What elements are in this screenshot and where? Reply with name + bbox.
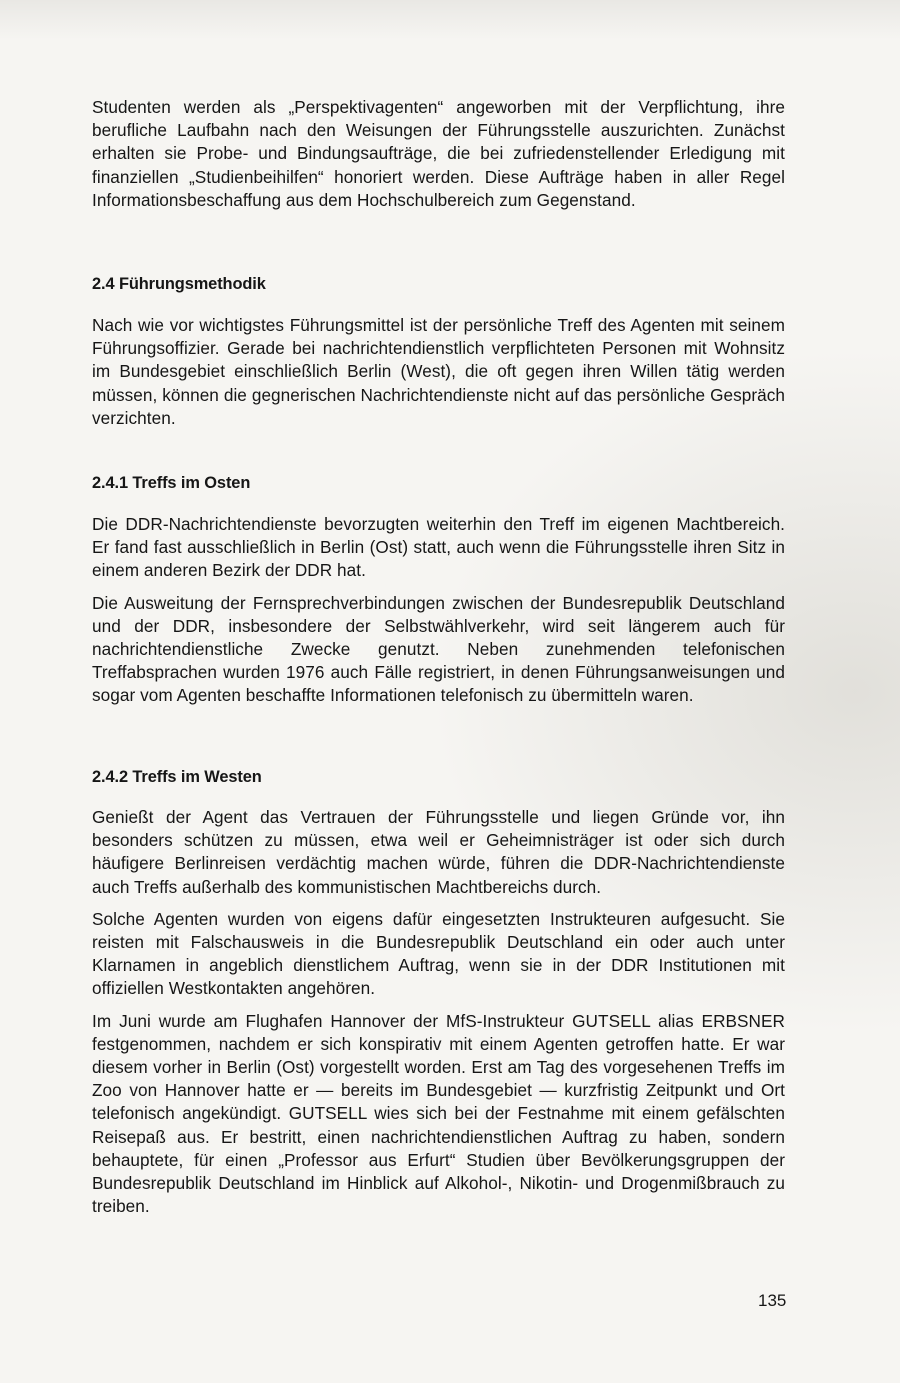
intro-paragraph: Studenten werden als „Perspektivagenten“ angeworben mit der Verpflichtung, ihre berufliche Laufbahn nach den Weisungen der Führungsstelle auszurichten. Zunächst erhalten sie Probe- und Bindungsaufträge, die bei zufriedenstellender Erledigung mit finanziellen „Studienbeihilfen“ honoriert werden. Diese Aufträge haben in aller Regel Informationsbeschaffung aus dem Hochschulbereich zum Gegenstand.	[92, 97, 785, 210]
section-2-4-2-paragraph-3: Im Juni wurde am Flughafen Hannover der MfS-Instrukteur GUTSELL alias ERBSNER festgenommen, nachdem er sich konspirativ mit einem Agenten getroffen hatte. Er war diesem vorher in Berlin (Ost) vorgestellt worden. Erst am Tag des vorgesehenen Treffs im Zoo von Hannover hatte er — bereits im Bundesgebiet — kurzfristig Zeitpunkt und Ort telefonisch angekündigt. GUTSELL wies sich bei der Festnahme mit einem gefälschten Reisepaß aus. Er bestritt, einen nachrichtendienstlichen Auftrag zu haben, sondern behauptete, für einen „Professor aus Erfurt“ Studien über Bevölkerungsgruppen der Bundesrepublik Deutschland im Hinblick auf Alkohol-, Nikotin- und Drogenmißbrauch zu treiben.	[92, 1010, 785, 1217]
section-2-4-text	[92, 314, 785, 430]
section-heading-2-4-2: 2.4.2 Treffs im Westen	[92, 768, 262, 786]
section-2-4-1-text	[92, 513, 785, 708]
intro-text	[92, 96, 785, 212]
section-2-4-2-text	[92, 806, 785, 1218]
section-2-4-1-paragraph-1: Die DDR-Nachrichtendienste bevorzugten weiterhin den Treff im eigenen Machtbereich. Er fand fast ausschließlich in Berlin (Ost) statt, auch wenn die Führungsstelle ihren Sitz in einem anderen Bezirk der DDR hat.	[92, 514, 785, 581]
section-2-4-2-paragraph-1: Genießt der Agent das Vertrauen der Führungsstelle und liegen Gründe vor, ihn besonders schützen zu müssen, etwa weil er Geheimnisträger ist oder sich durch häufigere Berlinreisen verdächtig machen würde, führen die DDR-Nachrichtendienste auch Treffs außerhalb des kommunistischen Machtbereichs durch.	[92, 807, 785, 897]
section-2-4-1-paragraph-2: Die Ausweitung der Fernsprechverbindungen zwischen der Bundesrepublik Deutschland und der DDR, insbesondere der Selbstwählverkehr, wird seit längerem auch für nachrichtendienstliche Zwecke genutzt. Neben zunehmenden telefonischen Treffabsprachen wurden 1976 auch Fälle registriert, in denen Führungsanweisungen und sogar vom Agenten beschaffte Informationen telefonisch zu übermitteln waren.	[92, 592, 785, 706]
section-2-4-paragraph: Nach wie vor wichtigstes Führungsmittel ist der persönliche Treff des Agenten mit seinem Führungsoffizier. Gerade bei nachrichtendienstlich verpflichteten Personen mit Wohnsitz im Bundesgebiet einschließlich Berlin (West), die oft gegen ihren Willen tätig werden müssen, können die gegnerischen Nachrichtendienste nicht auf das persönliche Gespräch verzichten.	[92, 315, 785, 428]
section-2-4-2-paragraph-2: Solche Agenten wurden von eigens dafür eingesetzten Instrukteuren aufgesucht. Sie reisten mit Falschausweis in die Bundesrepublik Deutschland ein oder auch unter Klarnamen in angeblich dienstlichem Auftrag, wenn sie in der DDR Institutionen mit offiziellen Westkontakten angehören.	[92, 908, 785, 999]
section-heading-2-4-1: 2.4.1 Treffs im Osten	[92, 474, 251, 492]
page-number: 135	[758, 1291, 787, 1310]
section-heading-2-4: 2.4 Führungsmethodik	[92, 275, 266, 293]
